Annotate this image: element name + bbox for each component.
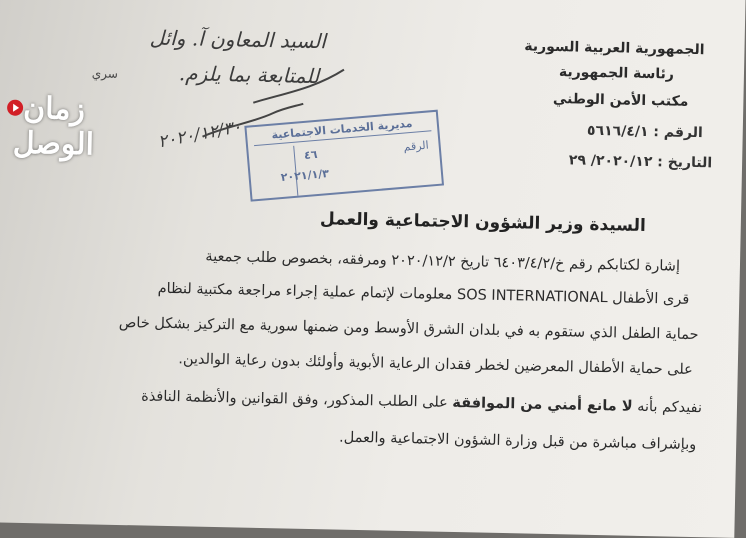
body-line-5-end: على الطلب المذكور، وفق القوانين والأنظمة النافذة <box>141 388 448 411</box>
body-line-6: وبإشراف مباشرة من قبل وزارة الشؤون الاجتماعية والعمل. <box>338 429 697 454</box>
security-approval-text: لا مانع أمني من الموافقة <box>452 394 633 415</box>
stamp-number: ٤٦ <box>303 147 318 162</box>
body-line-5-start: نفيدكم بأنه <box>637 398 703 417</box>
body-line-4: على حماية الأطفال المعرضين لخطر فقدان الرعاية الأبوية وأولئك بدون رعاية الوالدين. <box>178 351 693 378</box>
watermark-logo: زمان الوصل <box>12 90 95 163</box>
handwritten-date: ٢٠٢٠/١٢/٣٠ <box>156 116 244 153</box>
stamp-date: ٢٠٢١/١/٣ <box>280 167 330 185</box>
body-line-5 <box>141 388 702 416</box>
classification-label: سري <box>91 66 119 81</box>
stamp-number-label: الرقم <box>403 138 430 154</box>
reference-date: التاريخ : ٢٠٢٠/١٢/ ٢٩ <box>568 152 713 172</box>
body-line-2: قرى الأطفال SOS INTERNATIONAL معلومات لإتمام عملية إجراء مراجعة مكتبية لنظام <box>157 280 690 308</box>
body-line-1: إشارة لكتابكم رقم خ/٦٤٠٣/٤/٢ تاريخ ٢٠٢٠/١٢/٢ ومرفقه، بخصوص طلب جمعية <box>205 248 681 275</box>
body-line-3: حماية الطفل الذي ستقوم به في بلدان الشرق الأوسط ومن ضمنها سورية مع التركيز بشكل خاص <box>118 314 699 344</box>
stamp-title: مديرية الخدمات الاجتماعية <box>253 115 432 146</box>
handwritten-line-2: للمتابعة بما يلزم. <box>178 61 320 89</box>
reference-number: الرقم : ٥٦١٦/٤/١ <box>586 122 703 142</box>
header-office: مكتب الأمن الوطني <box>552 91 689 110</box>
document-subject: السيدة وزير الشؤون الاجتماعية والعمل <box>319 209 646 236</box>
received-stamp <box>244 110 444 202</box>
header-republic: الجمهورية العربية السورية <box>524 38 705 59</box>
handwritten-line-1: السيد المعاون آ. وائل <box>149 25 327 54</box>
header-presidency: رئاسة الجمهورية <box>558 64 675 83</box>
